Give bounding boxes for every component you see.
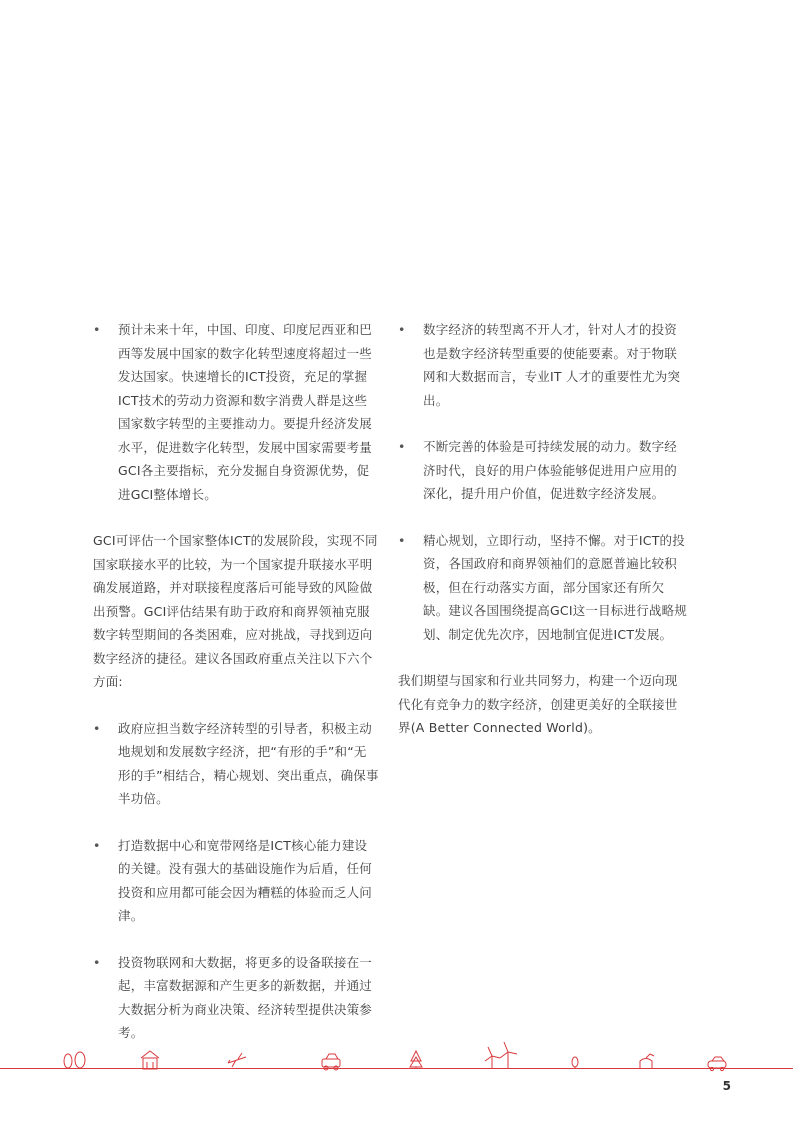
airplane-icon xyxy=(228,1053,246,1067)
wind-turbine-icon xyxy=(485,1042,517,1069)
bullet-item xyxy=(398,318,688,412)
bullet-dot: • xyxy=(93,954,101,970)
bullet-dot: • xyxy=(93,837,101,853)
left-column xyxy=(93,318,379,1068)
body-paragraph: GCI可评估一个国家整体ICT的发展阶段，实现不同国家联接水平的比较，为一个国家提升联接水平明确发展道路，并对联接程度落后可能导致的风险做出预警。GCI评估结果有助于政府和商界领袖克服数字转型期间的各类困难，应对挑战，寻找到迈向数字经济的捷径。建议各国政府重点关注以下六个方面: xyxy=(93,533,378,689)
bullet-dot: • xyxy=(93,720,101,736)
pine-tree-icon xyxy=(410,1051,422,1069)
bullet-item xyxy=(93,318,379,506)
page-number: 5 xyxy=(722,1079,731,1093)
bullet-item xyxy=(398,529,688,647)
bullet-text: 政府应担当数字经济转型的引导者，积极主动地规划和发展数字经济，把“有形的手”和“无形的手”相结合，精心规划、突出重点，确保事半功倍。 xyxy=(118,720,379,806)
bullet-text: 精心规划，立即行动，坚持不懈。对于ICT的投资，各国政府和商界领袖们的意愿普遍比较积极，但在行动落实方面，部分国家还有所欠缺。建议各国围绕提高GCI这一目标进行战略规划、制定优先次序，因地制宜促进ICT发展。 xyxy=(423,532,688,642)
bullet-text: 数字经济的转型离不开人才，针对人才的投资也是数字经济转型重要的使能要素。对于物联网和大数据而言，专业IT 人才的重要性尤为突出。 xyxy=(423,322,681,408)
bullet-item xyxy=(93,717,379,811)
house-icon xyxy=(141,1051,159,1069)
bullet-dot: • xyxy=(398,322,406,337)
bullet-text: 投资物联网和大数据，将更多的设备联接在一起，丰富数据源和产生更多的新数据，并通过大数据分析为商业决策、经济转型提供决策参考。 xyxy=(118,954,373,1040)
bullet-dot: • xyxy=(398,439,406,454)
bullet-text: 预计未来十年，中国、印度、印度尼西亚和巴西等发展中国家的数字化转型速度将超过一些发达国家。快速增长的ICT投资，充足的掌握ICT技术的劳动力资源和数字消费人群是这些国家数字转型的主要推动力。要提升经济发展水平，促进数字化转型，发展中国家需要考量GCI各主要指标，充分发掘自身资源优势，促进GCI整体增长。 xyxy=(118,322,373,502)
footer-illustration xyxy=(0,1036,793,1076)
footer-divider xyxy=(0,1068,793,1069)
bullet-text: 不断完善的体验是可持续发展的动力。数字经济时代，良好的用户体验能够促进用户应用的深化，提升用户价值，促进数字经济发展。 xyxy=(423,439,678,501)
bullet-item xyxy=(93,834,379,928)
bullet-text: 打造数据中心和宽带网络是ICT核心能力建设的关键。没有强大的基础设施作为后盾，任何投资和应用都可能会因为糟糕的体验而乏人问津。 xyxy=(118,837,373,923)
right-column xyxy=(398,318,688,763)
closing-paragraph: 我们期望与国家和行业共同努力，构建一个迈向现代化有竞争力的数字经济，创建更美好的全联接世界(A Better Connected World)。 xyxy=(398,673,678,735)
animal-icon xyxy=(640,1054,654,1068)
trees-icon xyxy=(64,1052,85,1069)
bullet-item xyxy=(398,435,688,506)
bullet-dot: • xyxy=(398,532,406,548)
bullet-dot: • xyxy=(93,322,101,337)
bullet-item xyxy=(93,951,379,1045)
